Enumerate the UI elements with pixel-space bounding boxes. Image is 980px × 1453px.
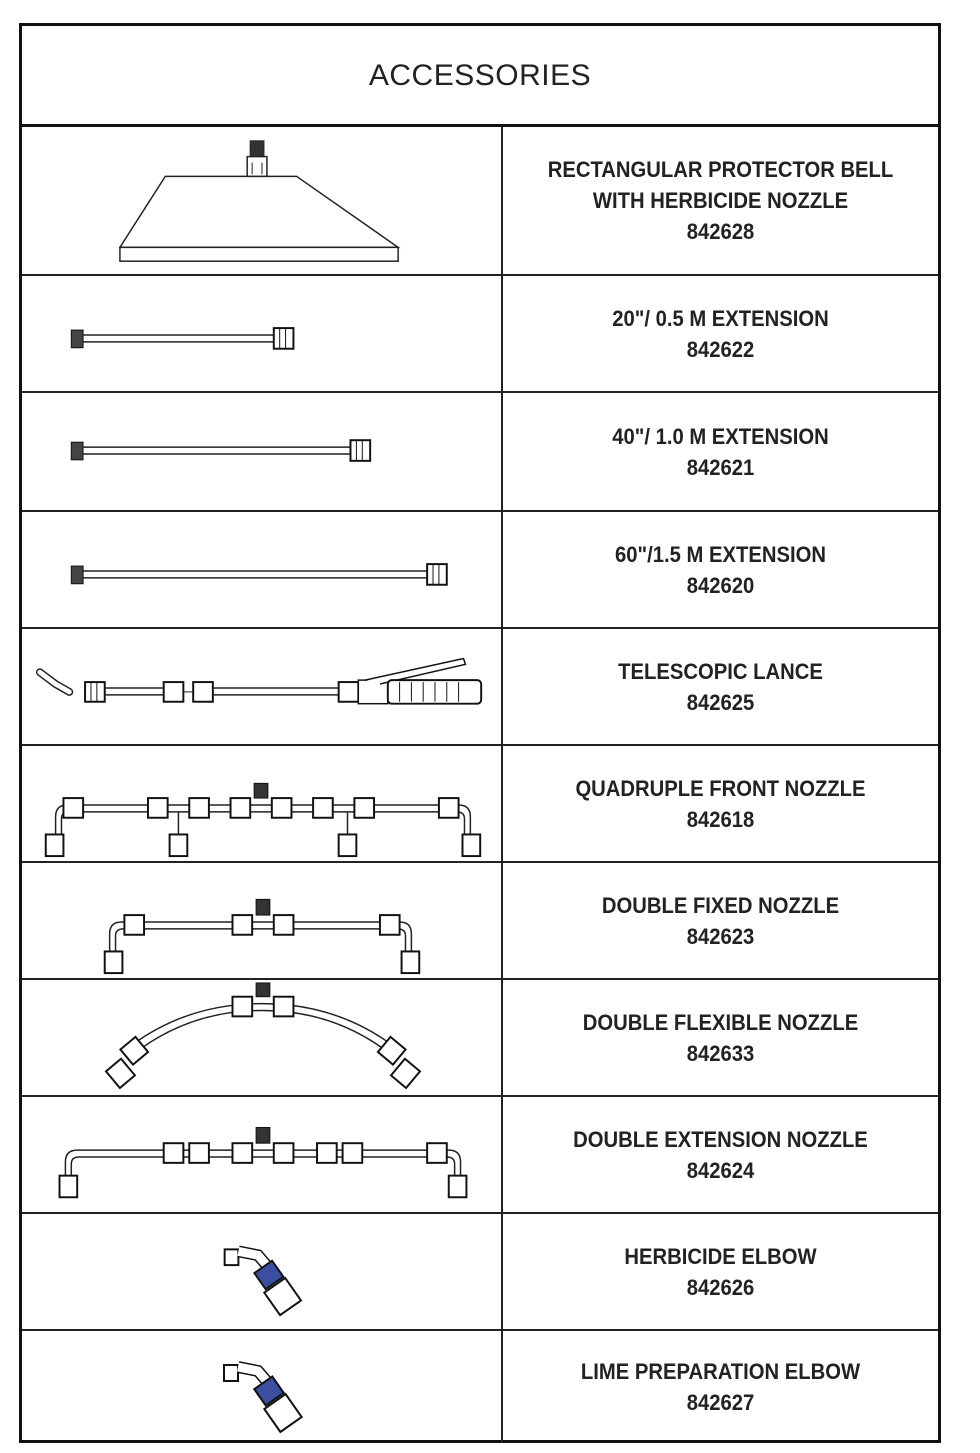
accessory-label: RECTANGULAR PROTECTOR BELL WITH HERBICIDE NOZZLE 842628	[520, 127, 920, 274]
accessory-row	[22, 127, 938, 276]
double-flexible-nozzle-icon	[22, 980, 501, 1095]
accessory-row	[22, 629, 938, 746]
accessory-label: QUADRUPLE FRONT NOZZLE 842618	[520, 746, 920, 861]
part-number: 842625	[686, 689, 755, 715]
part-number: 842626	[686, 1274, 755, 1300]
accessory-label: 20"/ 0.5 M EXTENSION 842622	[520, 276, 920, 391]
accessory-label: LIME PREPARATION ELBOW 842627	[520, 1331, 920, 1443]
accessory-row	[22, 276, 938, 393]
short-extension-icon	[22, 276, 501, 391]
accessory-label: DOUBLE FIXED NOZZLE 842623	[520, 863, 920, 978]
accessory-row	[22, 1097, 938, 1214]
accessory-row	[22, 1214, 938, 1331]
part-number: 842622	[686, 336, 755, 362]
part-number: 842627	[686, 1390, 755, 1415]
double-fixed-nozzle-icon	[22, 863, 501, 978]
part-number: 842620	[686, 572, 755, 598]
accessory-row	[22, 512, 938, 629]
accessory-label: DOUBLE EXTENSION NOZZLE 842624	[520, 1097, 920, 1212]
accessory-row	[22, 393, 938, 512]
part-number: 842628	[686, 219, 755, 244]
accessory-label: HERBICIDE ELBOW 842626	[520, 1214, 920, 1329]
accessory-label: DOUBLE FLEXIBLE NOZZLE 842633	[520, 980, 920, 1095]
protector-bell-icon	[22, 127, 501, 274]
accessory-label: TELESCOPIC LANCE 842625	[520, 629, 920, 744]
lime-elbow-icon	[22, 1331, 501, 1443]
part-number: 842621	[686, 454, 755, 480]
part-number: 842633	[686, 1040, 755, 1066]
telescopic-lance-icon	[22, 629, 501, 744]
part-number: 842618	[686, 806, 755, 832]
medium-extension-icon	[22, 393, 501, 510]
accessory-label: 40"/ 1.0 M EXTENSION 842621	[520, 393, 920, 510]
accessory-row	[22, 863, 938, 980]
page-title: ACCESSORIES	[368, 59, 592, 92]
accessories-table	[19, 23, 941, 1443]
quadruple-nozzle-icon	[22, 746, 501, 861]
accessory-row	[22, 980, 938, 1097]
accessory-row	[22, 746, 938, 863]
accessory-label: 60"/1.5 M EXTENSION 842620	[520, 512, 920, 627]
part-number: 842623	[686, 923, 755, 949]
long-extension-icon	[22, 512, 501, 627]
herbicide-elbow-icon	[22, 1214, 501, 1329]
double-extension-nozzle-icon	[22, 1097, 501, 1212]
part-number: 842624	[686, 1157, 755, 1183]
accessory-row	[22, 1331, 938, 1443]
